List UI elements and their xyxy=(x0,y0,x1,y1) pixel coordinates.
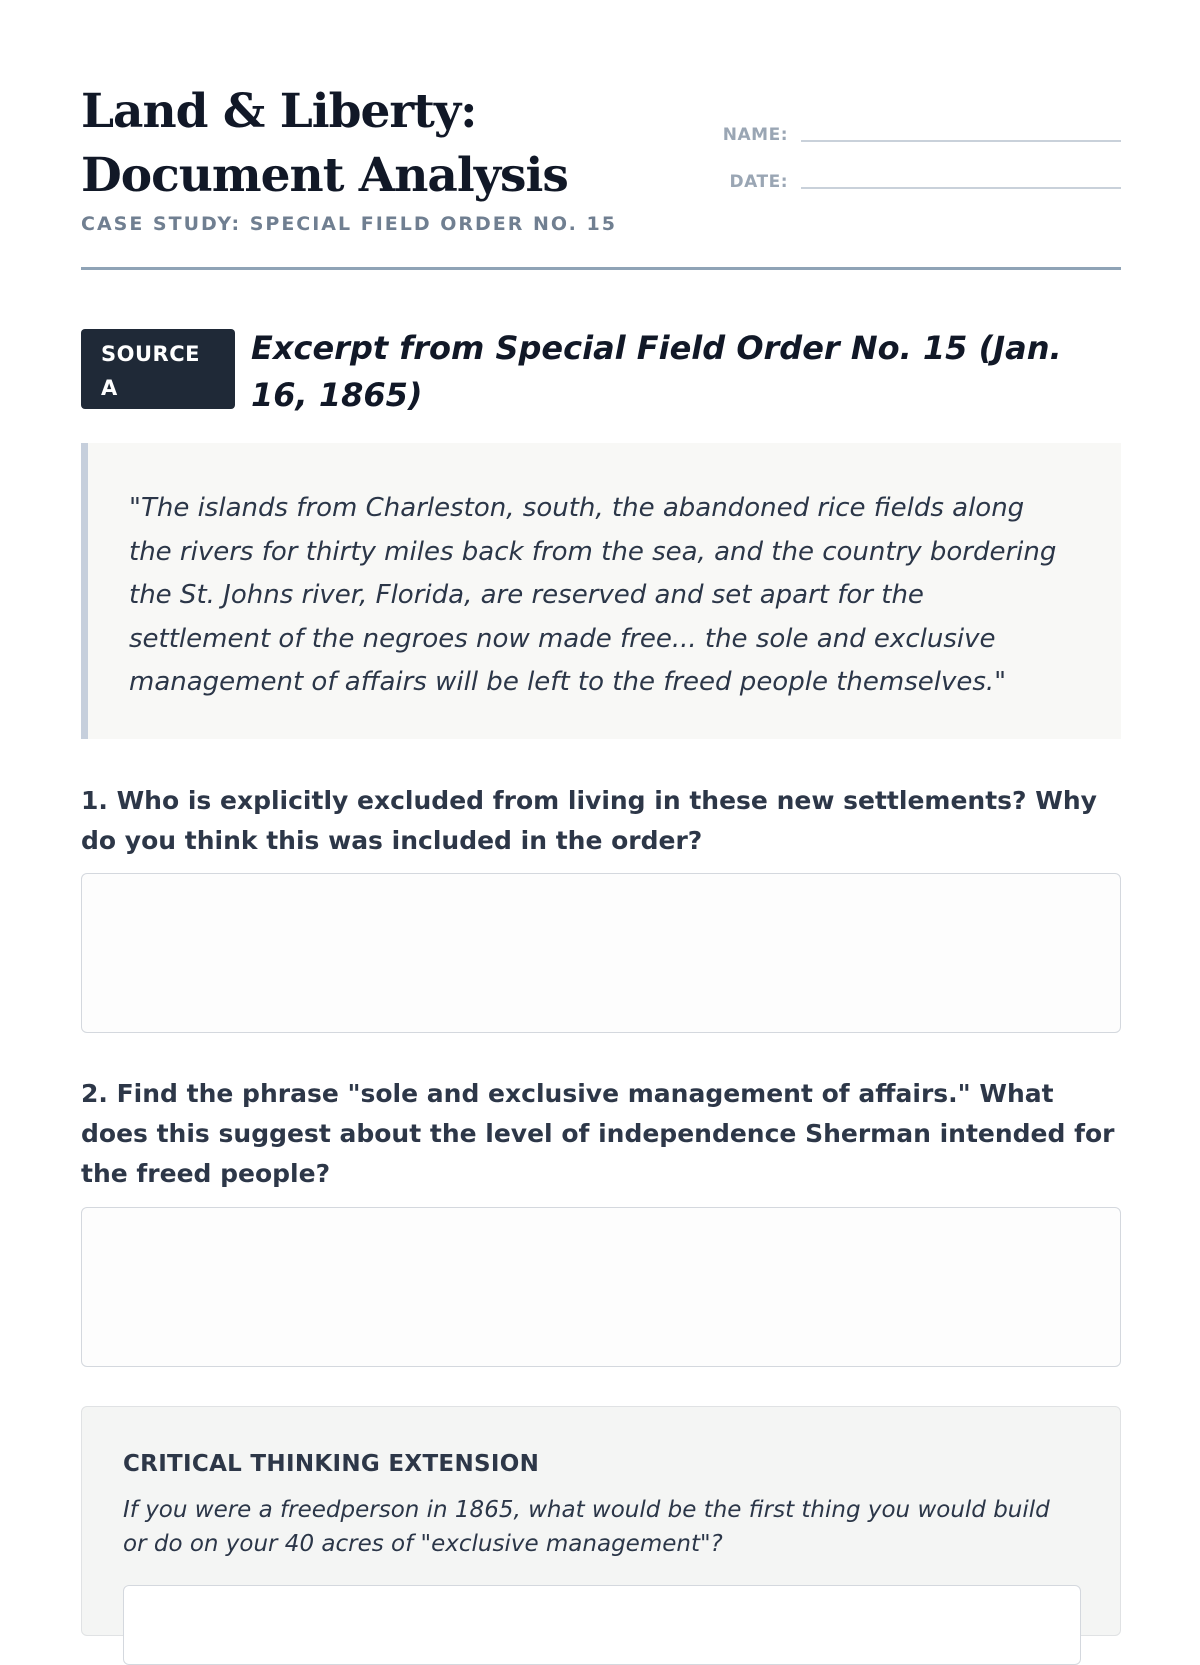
worksheet-page xyxy=(81,0,1121,1557)
date-field-row xyxy=(721,169,1121,199)
name-field-row xyxy=(721,122,1121,152)
source-badge: SOURCE A xyxy=(81,329,235,409)
source-quote: "The islands from Charleston, south, the abandoned rice fields along the rivers for thirty miles back from the sea, and the country bordering the St. Johns river, Florida, are reserved and set apart for the settlement of the negroes now made free... the sole and exclusive management of affairs will be left to the freed people themselves." xyxy=(81,443,1121,739)
date-field[interactable] xyxy=(801,187,1121,189)
extension-title: CRITICAL THINKING EXTENSION xyxy=(123,1451,540,1477)
name-label: NAME: xyxy=(722,125,788,145)
extension-answer-box[interactable] xyxy=(123,1585,1081,1665)
answer-box-1[interactable] xyxy=(81,873,1121,1033)
case-study-subtitle: CASE STUDY: SPECIAL FIELD ORDER NO. 15 xyxy=(81,213,617,235)
page-title: Land & Liberty: Document Analysis xyxy=(81,84,568,203)
worksheet-header xyxy=(81,0,1121,270)
question-2: 2. Find the phrase "sole and exclusive management of affairs." What does this suggest about the level of independence Sherman intended for the freed people? xyxy=(81,1079,1115,1188)
answer-box-2[interactable] xyxy=(81,1207,1121,1367)
source-title: Excerpt from Special Field Order No. 15 (Jan. 16, 1865) xyxy=(251,329,1062,414)
name-field[interactable] xyxy=(801,140,1121,142)
extension-prompt: If you were a freedperson in 1865, what would be the first thing you would build or do on your 40 acres of "exclusive management"? xyxy=(123,1497,1050,1557)
critical-thinking-extension xyxy=(81,1406,1121,1636)
question-1: 1. Who is explicitly excluded from living in these new settlements? Why do you think this was included in the order? xyxy=(81,786,1097,855)
date-label: DATE: xyxy=(729,172,788,192)
